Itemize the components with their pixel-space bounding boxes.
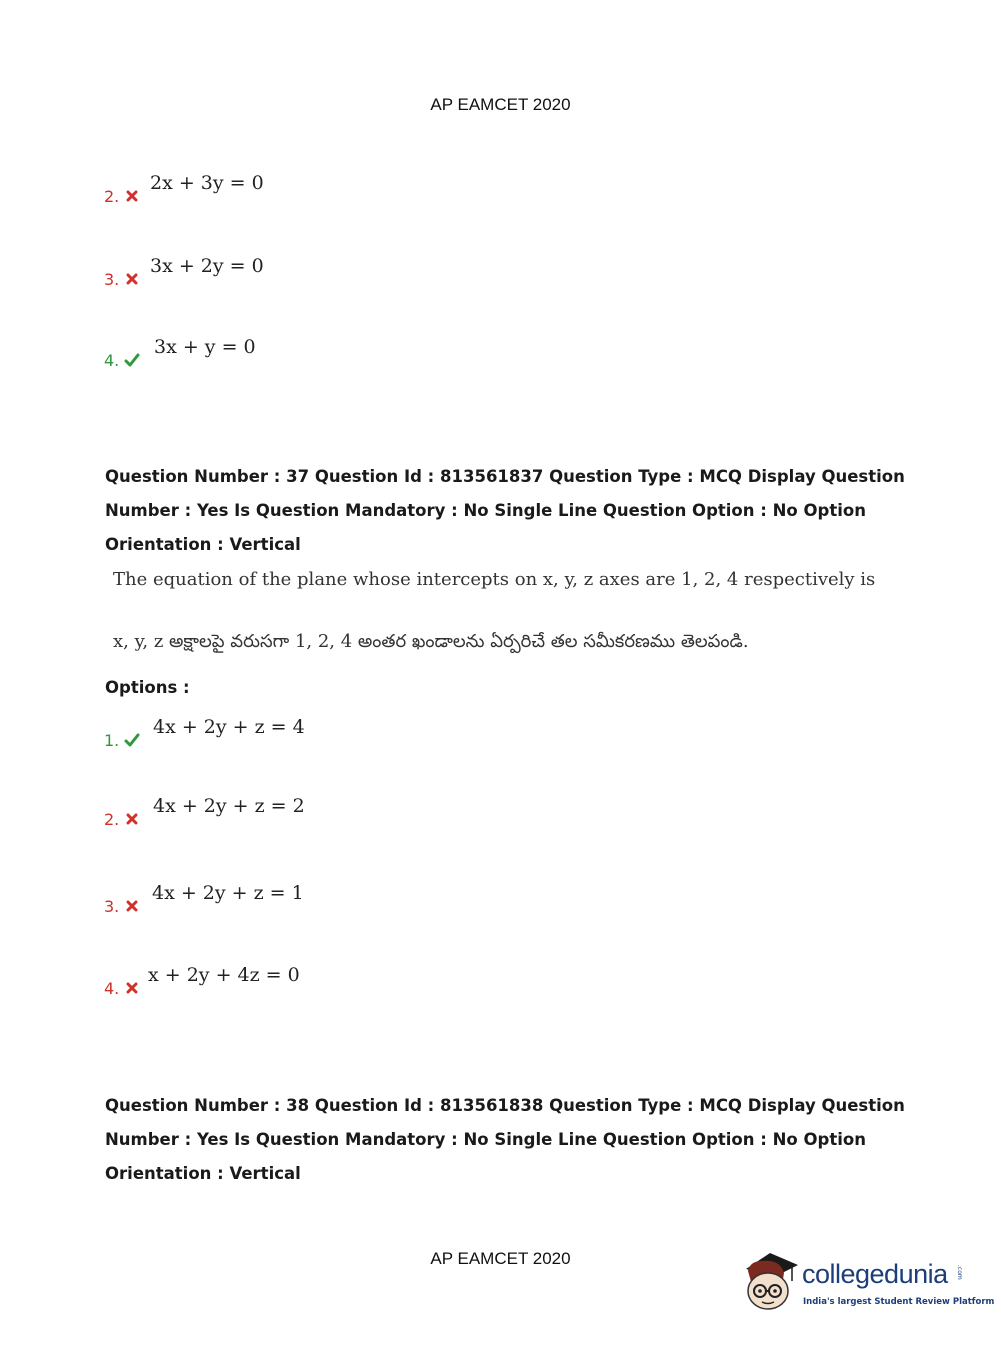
- meta-line: Question Number : 37 Question Id : 813561837 Question Type : MCQ Display Question: [105, 467, 905, 486]
- option-equation: 4x + 2y + z = 2: [153, 795, 305, 817]
- logo-wordmark: collegedunia: [802, 1259, 948, 1289]
- option-equation: 3x + y = 0: [154, 336, 256, 358]
- option-number: 4.: [104, 351, 120, 370]
- option-number: 2.: [104, 187, 120, 206]
- question-37-text-telugu: x, y, z అక్షాలపై వరుసగా 1, 2, 4 అంతర ఖండాలను ఏర్పరిచే తల సమీకరణము తెలపండి.: [113, 631, 749, 652]
- logo-suffix: .com: [956, 1265, 963, 1280]
- meta-line: Orientation : Vertical: [105, 1164, 301, 1183]
- cross-icon: [124, 980, 140, 996]
- prev-option-3: [104, 255, 504, 289]
- option-equation: 4x + 2y + z = 4: [153, 716, 305, 738]
- q37-option-2: [104, 795, 504, 829]
- q37-option-4: [104, 964, 504, 998]
- meta-line: Number : Yes Is Question Mandatory : No Single Line Question Option : No Option: [105, 1130, 866, 1149]
- mascot-icon: [740, 1249, 802, 1319]
- option-equation: 4x + 2y + z = 1: [152, 882, 304, 904]
- question-38-meta: [105, 1089, 905, 1191]
- checkmark-icon: [124, 352, 140, 368]
- page-header-title: AP EAMCET 2020: [430, 95, 571, 114]
- checkmark-icon: [124, 732, 140, 748]
- option-equation: 2x + 3y = 0: [150, 172, 264, 194]
- cross-icon: [124, 271, 140, 287]
- prev-option-2: [104, 172, 504, 206]
- collegedunia-logo: [740, 1249, 995, 1319]
- option-equation: 3x + 2y = 0: [150, 255, 264, 277]
- question-37-meta: [105, 460, 905, 562]
- option-number: 3.: [104, 270, 120, 289]
- option-number: 1.: [104, 731, 120, 750]
- question-37-text-english: The equation of the plane whose intercepts on x, y, z axes are 1, 2, 4 respectively is: [113, 569, 876, 590]
- prev-option-4: [104, 336, 504, 370]
- meta-line: Question Number : 38 Question Id : 813561838 Question Type : MCQ Display Question: [105, 1096, 905, 1115]
- cross-icon: [124, 188, 140, 204]
- option-number: 2.: [104, 810, 120, 829]
- options-label: Options :: [105, 678, 190, 697]
- option-number: 4.: [104, 979, 120, 998]
- option-number: 3.: [104, 897, 120, 916]
- logo-tagline: India's largest Student Review Platform: [803, 1297, 995, 1307]
- page-footer-title: AP EAMCET 2020: [430, 1249, 571, 1268]
- q37-option-3: [104, 882, 504, 916]
- meta-line: Orientation : Vertical: [105, 535, 301, 554]
- q37-option-1: [104, 716, 504, 750]
- option-equation: x + 2y + 4z = 0: [148, 964, 300, 986]
- cross-icon: [124, 811, 140, 827]
- meta-line: Number : Yes Is Question Mandatory : No Single Line Question Option : No Option: [105, 501, 866, 520]
- cross-icon: [124, 898, 140, 914]
